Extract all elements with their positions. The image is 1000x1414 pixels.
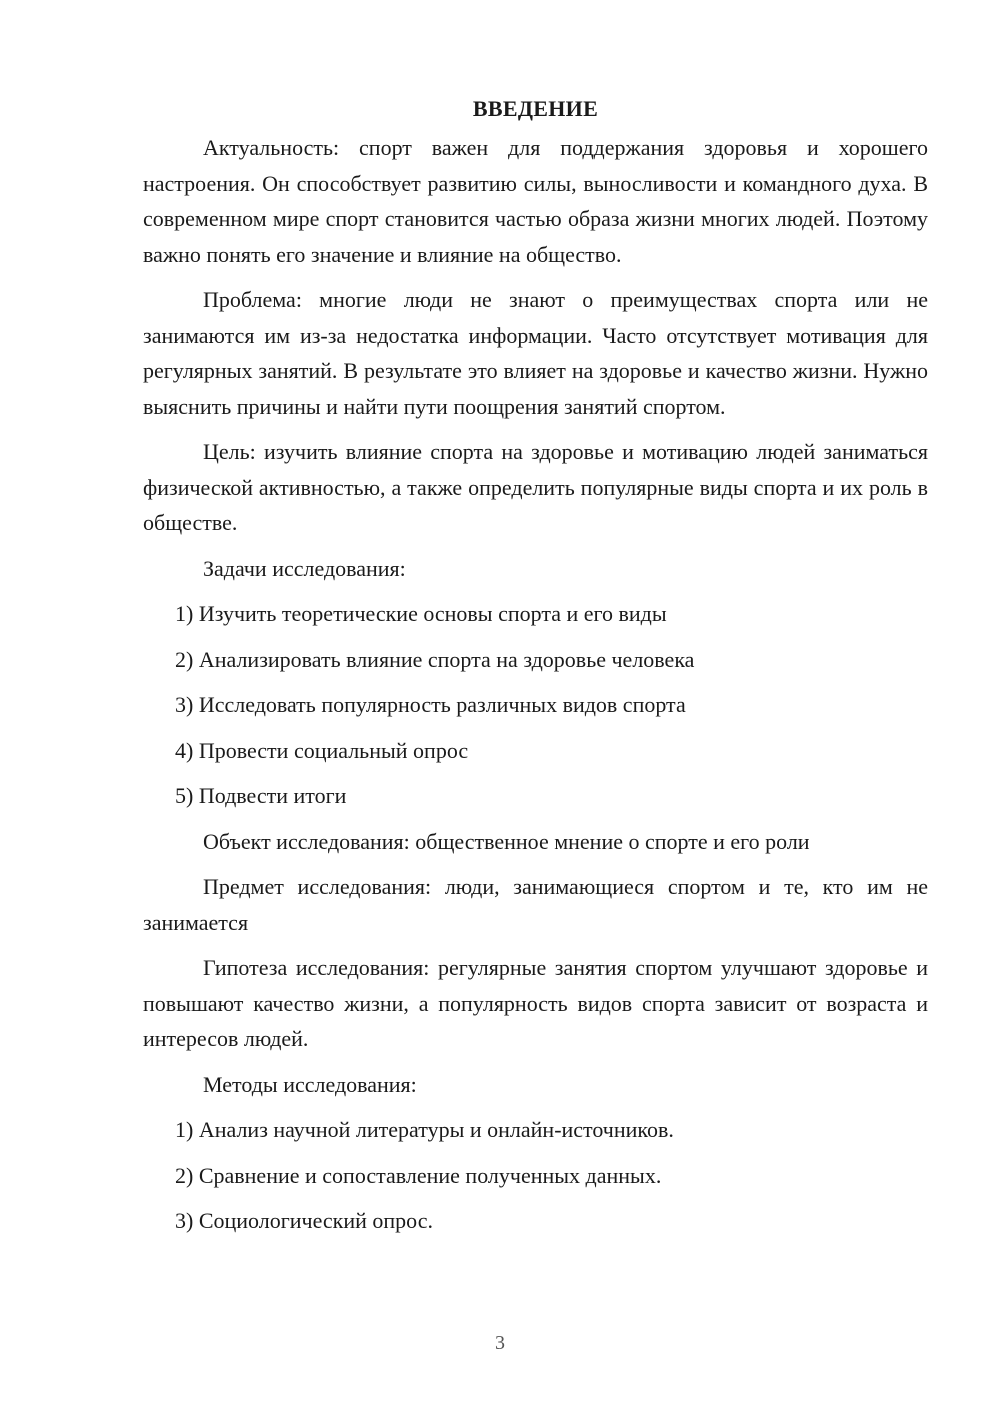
page-number: 3 — [495, 1332, 505, 1354]
methods-list — [143, 1112, 928, 1239]
object-paragraph: Объект исследования: общественное мнение о спорте и его роли — [203, 828, 810, 854]
tasks-list — [143, 596, 928, 814]
list-item: 5) Подвести итоги — [175, 783, 347, 808]
methods-label: Методы исследования: — [203, 1071, 417, 1097]
list-item: 1) Изучить теоретические основы спорта и его виды — [175, 601, 667, 626]
goal-paragraph: Цель: изучить влияние спорта на здоровье и мотивацию людей заниматься физической активностью, а также определить популярные виды спорта и их роль в обществе. — [143, 439, 928, 535]
page-title: ВВЕДЕНИЕ — [472, 96, 599, 121]
hypothesis-paragraph: Гипотеза исследования: регулярные занятия спортом улучшают здоровье и повышают качество жизни, а популярность видов спорта зависит от возраста и интересов людей. — [143, 955, 928, 1051]
list-item: 2) Сравнение и сопоставление полученных данных. — [175, 1162, 662, 1188]
list-item: 4) Провести социальный опрос — [175, 737, 469, 763]
list-item: 1) Анализ научной литературы и онлайн-источников. — [175, 1117, 674, 1142]
subject-paragraph: Предмет исследования: люди, занимающиеся спортом и те, кто им не занимается — [143, 874, 928, 935]
tasks-label: Задачи исследования: — [203, 555, 406, 581]
problem-paragraph: Проблема: многие люди не знают о преимуществах спорта или не занимаются им из-за недостатка информации. Часто отсутствует мотивация для регулярных занятий. В результате это влияет на здоровье и качество жизни. Нужно выяснить причины и найти пути поощрения занятий спортом. — [143, 287, 928, 419]
relevance-paragraph: Актуальность: спорт важен для поддержания здоровья и хорошего настроения. Он способствует развитию силы, выносливости и командного духа. В современном мире спорт становится частью образа жизни многих людей. Поэтому важно понять его значение и влияние на общество. — [143, 135, 928, 267]
list-item: 2) Анализировать влияние спорта на здоровье человека — [175, 646, 695, 672]
list-item: 3) Исследовать популярность различных видов спорта — [175, 692, 686, 717]
list-item: 3) Социологический опрос. — [175, 1208, 433, 1233]
document-page — [143, 94, 928, 1249]
